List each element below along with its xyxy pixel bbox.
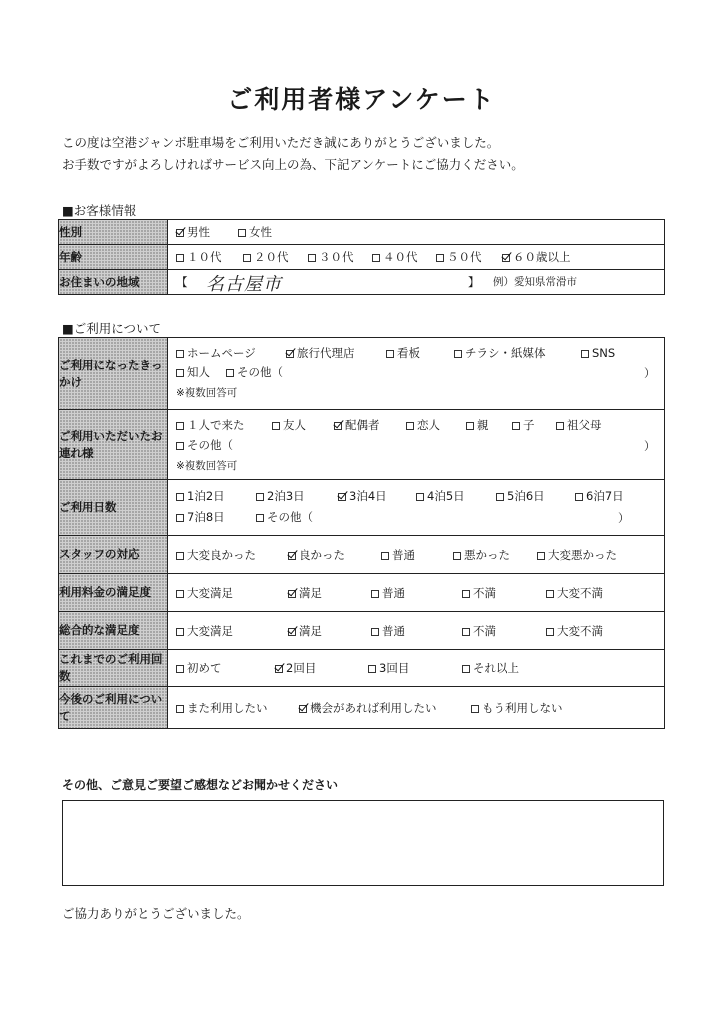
future-option-2[interactable]: [471, 701, 563, 715]
option-label: 5泊6日: [507, 489, 545, 503]
area-bracket-close: 】: [468, 275, 480, 289]
option-label: ホームページ: [187, 346, 256, 360]
checkbox[interactable]: [176, 350, 184, 358]
option-label: 良かった: [299, 548, 345, 562]
option-label: ３０代: [319, 250, 354, 264]
days-option-6[interactable]: [176, 510, 225, 524]
checkbox[interactable]: [176, 229, 184, 237]
companions-label: ご利用いただいたお連れ様: [59, 410, 168, 480]
checkbox[interactable]: [386, 350, 394, 358]
option-label: 大変良かった: [187, 548, 256, 562]
checkbox[interactable]: [537, 552, 545, 560]
age-option-5[interactable]: [502, 250, 571, 264]
companions-option-5[interactable]: [512, 418, 535, 432]
option-label: チラシ・紙媒体: [465, 346, 546, 360]
trigger-option-1[interactable]: [286, 346, 355, 360]
checkbox[interactable]: [406, 422, 414, 430]
usage-table: [58, 337, 665, 729]
checkbox[interactable]: [575, 493, 583, 501]
checkbox[interactable]: [226, 369, 234, 377]
checkbox[interactable]: [299, 705, 307, 713]
option-label: 配偶者: [345, 418, 380, 432]
trigger-option-2[interactable]: [386, 346, 420, 360]
count-option-1[interactable]: [275, 661, 316, 675]
companions-option-3[interactable]: [406, 418, 440, 432]
customer-table: [58, 219, 665, 295]
option-label: 大変悪かった: [548, 548, 617, 562]
option-label: その他（: [267, 510, 313, 524]
option-label: 3回目: [379, 661, 410, 675]
option-label: 旅行代理店: [297, 346, 355, 360]
days-cell: [168, 480, 665, 536]
option-label: 3泊4日: [349, 489, 387, 503]
days-option-5[interactable]: [575, 489, 624, 503]
option-label: 不満: [473, 624, 496, 638]
option-label: 知人: [187, 365, 210, 379]
age-option-4[interactable]: [436, 250, 482, 264]
staff-option-2[interactable]: [381, 548, 415, 562]
checkbox[interactable]: [176, 422, 184, 430]
option-label: 男性: [187, 225, 210, 239]
companions-option-7[interactable]: [176, 438, 233, 452]
checkbox[interactable]: [272, 422, 280, 430]
checkbox[interactable]: [288, 590, 296, 598]
trigger-label: ご利用になったきっかけ: [59, 338, 168, 410]
checkbox[interactable]: [176, 254, 184, 262]
days-option-7[interactable]: [256, 510, 313, 524]
checkbox[interactable]: [176, 705, 184, 713]
fee-option-0[interactable]: [176, 586, 233, 600]
checkbox[interactable]: [502, 254, 510, 262]
days-option-0[interactable]: [176, 489, 225, 503]
checkbox[interactable]: [176, 628, 184, 636]
count-option-3[interactable]: [462, 661, 519, 675]
option-label: 恋人: [417, 418, 440, 432]
checkbox[interactable]: [176, 590, 184, 598]
trigger-note: ※複数回答可: [176, 387, 238, 399]
option-label: １人で来た: [187, 418, 245, 432]
option-label: 機会があれば利用したい: [310, 701, 437, 715]
checkbox[interactable]: [338, 493, 346, 501]
checkbox[interactable]: [275, 665, 283, 673]
checkbox[interactable]: [286, 350, 294, 358]
age-option-1[interactable]: [243, 250, 289, 264]
option-label: 満足: [299, 624, 322, 638]
customer-section-label: ■お客様情報: [62, 203, 137, 218]
staff-label: スタッフの対応: [59, 536, 168, 574]
usage-section-label: ■ご利用について: [62, 321, 162, 336]
count-option-0[interactable]: [176, 661, 222, 675]
gender-option-1[interactable]: [238, 225, 272, 239]
checkbox[interactable]: [454, 350, 462, 358]
option-label: 子: [523, 418, 535, 432]
checkbox[interactable]: [462, 590, 470, 598]
checkbox[interactable]: [466, 422, 474, 430]
checkbox[interactable]: [496, 493, 504, 501]
age-option-2[interactable]: [308, 250, 354, 264]
future-option-0[interactable]: [176, 701, 268, 715]
checkbox[interactable]: [371, 628, 379, 636]
trigger-option-3[interactable]: [454, 346, 546, 360]
option-label: 満足: [299, 586, 322, 600]
companions-option-1[interactable]: [272, 418, 306, 432]
count-cell: [168, 650, 665, 687]
option-label: 友人: [283, 418, 306, 432]
days-option-3[interactable]: [416, 489, 465, 503]
area-example: 例）愛知県常滑市: [493, 276, 577, 288]
trigger-option-0[interactable]: [176, 346, 256, 360]
option-label: ６０歳以上: [513, 250, 571, 264]
checkbox[interactable]: [416, 493, 424, 501]
fee-option-3[interactable]: [462, 586, 496, 600]
staff-option-3[interactable]: [453, 548, 510, 562]
overall-label: 総合的な満足度: [59, 612, 168, 650]
area-label: お住まいの地域: [59, 270, 168, 295]
future-option-1[interactable]: [299, 701, 437, 715]
intro-line-1: この度は空港ジャンボ駐車場をご利用いただき誠にありがとうございました。: [62, 135, 500, 150]
trigger-option-4[interactable]: [581, 346, 615, 360]
comments-title: その他、ご意見ご要望ご感想などお聞かせください: [62, 778, 339, 792]
future-label: 今後のご利用について: [59, 687, 168, 729]
days-option-1[interactable]: [256, 489, 305, 503]
option-label: もう利用しない: [482, 701, 563, 715]
age-label: 年齢: [59, 245, 168, 270]
gender-label: 性別: [59, 220, 168, 245]
checkbox[interactable]: [176, 514, 184, 522]
option-label: 7泊8日: [187, 510, 225, 524]
option-label: 女性: [249, 225, 272, 239]
option-label: その他（: [187, 438, 233, 452]
fee-option-4[interactable]: [546, 586, 603, 600]
checkbox[interactable]: [368, 665, 376, 673]
checkbox[interactable]: [372, 254, 380, 262]
option-label: 2回目: [286, 661, 317, 675]
checkbox[interactable]: [256, 493, 264, 501]
checkbox[interactable]: [176, 665, 184, 673]
option-label: SNS: [592, 346, 616, 360]
option-label: ５０代: [447, 250, 482, 264]
intro-line-2: お手数ですがよろしければサービス向上の為、下記アンケートにご協力ください。: [62, 157, 524, 172]
option-label: ４０代: [383, 250, 418, 264]
checkbox[interactable]: [176, 369, 184, 377]
companions-option-4[interactable]: [466, 418, 489, 432]
option-label: 大変満足: [187, 586, 233, 600]
option-label: 祖父母: [567, 418, 602, 432]
checkbox[interactable]: [546, 590, 554, 598]
trigger-cell: [168, 338, 665, 410]
option-label: 看板: [397, 346, 420, 360]
age-option-0[interactable]: [176, 250, 222, 264]
days-label: ご利用日数: [59, 480, 168, 536]
checkbox[interactable]: [371, 590, 379, 598]
gender-option-0[interactable]: [176, 225, 210, 239]
overall-option-1[interactable]: [288, 624, 322, 638]
option-label: それ以上: [473, 661, 519, 675]
checkbox[interactable]: [256, 514, 264, 522]
fee-option-1[interactable]: [288, 586, 322, 600]
area-bracket-open: 【: [176, 275, 188, 289]
option-label: その他（: [237, 365, 283, 379]
checkbox[interactable]: [334, 422, 342, 430]
option-label: 普通: [382, 586, 405, 600]
checkbox[interactable]: [381, 552, 389, 560]
trigger-paren-close: ）: [644, 366, 656, 380]
staff-option-4[interactable]: [537, 548, 617, 562]
checkbox[interactable]: [436, 254, 444, 262]
option-label: 6泊7日: [586, 489, 624, 503]
companions-paren-close: ）: [644, 439, 656, 453]
option-label: 親: [477, 418, 489, 432]
checkbox[interactable]: [176, 442, 184, 450]
checkbox[interactable]: [176, 552, 184, 560]
page-title: ご利用者様アンケート: [227, 85, 496, 114]
checkbox[interactable]: [288, 552, 296, 560]
checkbox[interactable]: [462, 665, 470, 673]
option-label: また利用したい: [187, 701, 268, 715]
option-label: 1泊2日: [187, 489, 225, 503]
checkbox[interactable]: [238, 229, 246, 237]
option-label: 普通: [382, 624, 405, 638]
option-label: 普通: [392, 548, 415, 562]
companions-note: ※複数回答可: [176, 460, 238, 472]
staff-cell: [168, 536, 665, 574]
checkbox[interactable]: [512, 422, 520, 430]
staff-option-0[interactable]: [176, 548, 256, 562]
checkbox[interactable]: [471, 705, 479, 713]
option-label: ２０代: [254, 250, 289, 264]
closing-message: ご協力ありがとうございました。: [62, 906, 250, 921]
days-option-4[interactable]: [496, 489, 545, 503]
option-label: １０代: [187, 250, 222, 264]
checkbox[interactable]: [308, 254, 316, 262]
comments-textarea[interactable]: [62, 800, 664, 886]
option-label: 不満: [473, 586, 496, 600]
checkbox[interactable]: [556, 422, 564, 430]
checkbox[interactable]: [462, 628, 470, 636]
area-handwritten-value: 名古屋市: [206, 274, 282, 295]
gender-cell: [168, 220, 665, 245]
companions-option-0[interactable]: [176, 418, 245, 432]
option-label: 大変不満: [557, 624, 603, 638]
option-label: 4泊5日: [427, 489, 465, 503]
overall-option-2[interactable]: [371, 624, 405, 638]
option-label: 大変不満: [557, 586, 603, 600]
overall-option-3[interactable]: [462, 624, 496, 638]
option-label: 悪かった: [464, 548, 510, 562]
overall-option-0[interactable]: [176, 624, 233, 638]
companions-option-2[interactable]: [334, 418, 380, 432]
checkbox[interactable]: [176, 493, 184, 501]
area-cell[interactable]: [168, 270, 665, 295]
fee-option-2[interactable]: [371, 586, 405, 600]
option-label: 2泊3日: [267, 489, 305, 503]
companions-option-6[interactable]: [556, 418, 602, 432]
days-option-2[interactable]: [338, 489, 387, 503]
overall-option-4[interactable]: [546, 624, 603, 638]
count-option-2[interactable]: [368, 661, 409, 675]
checkbox[interactable]: [243, 254, 251, 262]
option-label: 大変満足: [187, 624, 233, 638]
option-label: 初めて: [187, 661, 222, 675]
count-label: これまでのご利用回数: [59, 650, 168, 687]
staff-option-1[interactable]: [288, 548, 345, 562]
age-cell: [168, 245, 665, 270]
overall-cell: [168, 612, 665, 650]
fee-label: 利用料金の満足度: [59, 574, 168, 612]
trigger-option-5[interactable]: [176, 365, 210, 379]
checkbox[interactable]: [546, 628, 554, 636]
days-paren-close: ）: [618, 511, 630, 525]
companions-cell: [168, 410, 665, 480]
checkbox[interactable]: [581, 350, 589, 358]
checkbox[interactable]: [453, 552, 461, 560]
trigger-option-6[interactable]: [226, 365, 283, 379]
fee-cell: [168, 574, 665, 612]
future-cell: [168, 687, 665, 729]
checkbox[interactable]: [288, 628, 296, 636]
age-option-3[interactable]: [372, 250, 418, 264]
